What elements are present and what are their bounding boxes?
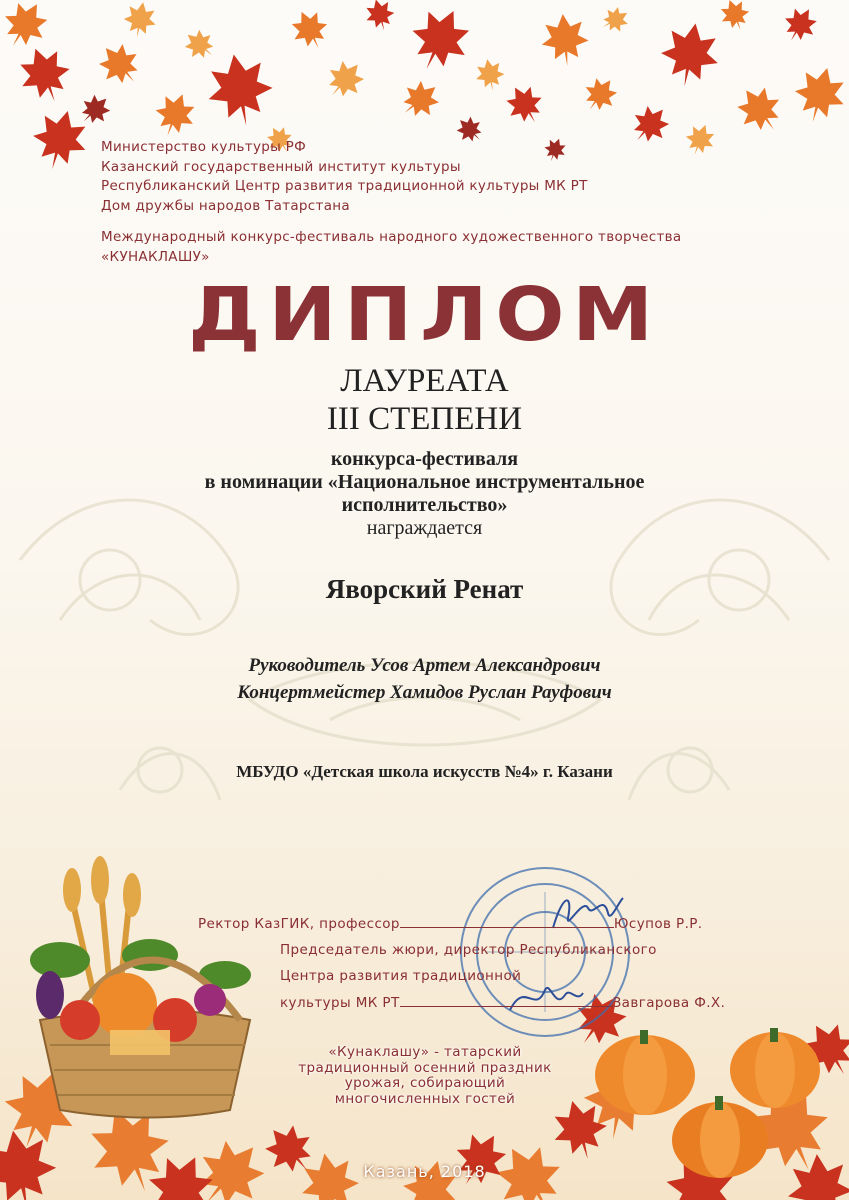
slogan-line-4: многочисленных гостей (334, 1090, 516, 1107)
leader-line: Руководитель Усов Артем Александрович (248, 655, 601, 676)
chair-line-2: Центра развития традиционной (280, 968, 522, 984)
festival-line-2: «КУНАКЛАШУ» (101, 248, 210, 265)
organizer-line: Казанский государственный институт культуры (101, 158, 461, 175)
nomination-line-2: в номинации «Национальное инструментальное (204, 471, 645, 493)
nomination-line-1: конкурса-фестиваля (330, 448, 519, 470)
chair-line-3: культуры МК РТ (280, 995, 400, 1011)
festival-line-1: Международный конкурс-фестиваль народного художественного творчества (101, 229, 682, 245)
rector-signature-blank (400, 927, 614, 928)
organizer-line: Республиканский Центр развития традиционной культуры МК РТ (101, 178, 588, 194)
chair-signature-line (280, 995, 725, 1011)
school-name: МБУДО «Детская школа искусств №4» г. Казани (236, 762, 613, 781)
slogan-line-3: урожая, собирающий (344, 1075, 506, 1091)
diploma-title: ДИПЛОМ (188, 272, 661, 358)
award-line-2: III СТЕПЕНИ (326, 401, 523, 437)
accompanist-line: Концертмейстер Хамидов Руслан Рауфович (237, 682, 612, 703)
city-year: Казань, 2018 (363, 1162, 486, 1181)
chair-signature-blank (400, 1006, 613, 1007)
slogan-line-1: «Кунаклашу» - татарский (328, 1044, 522, 1060)
award-line-1: ЛАУРЕАТА (340, 363, 509, 399)
festival-slogan (240, 1045, 610, 1107)
organizer-line: Дом дружбы народов Татарстана (101, 197, 350, 214)
rector-signature-line (198, 916, 703, 932)
chair-line-1: Председатель жюри, директор Республиканского (280, 942, 657, 958)
slogan-line-2: традиционный осенний праздник (298, 1059, 552, 1076)
nomination-line-4: награждается (366, 517, 483, 539)
chair-name: Завгарова Ф.Х. (612, 995, 726, 1011)
nomination-line-3: исполнительство» (341, 494, 508, 516)
rector-name: Юсупов Р.Р. (613, 916, 703, 932)
recipient-name: Яворский Ренат (325, 574, 524, 604)
rector-title: Ректор КазГИК, профессор (198, 916, 400, 932)
organizer-line: Министерство культуры РФ (101, 139, 307, 155)
